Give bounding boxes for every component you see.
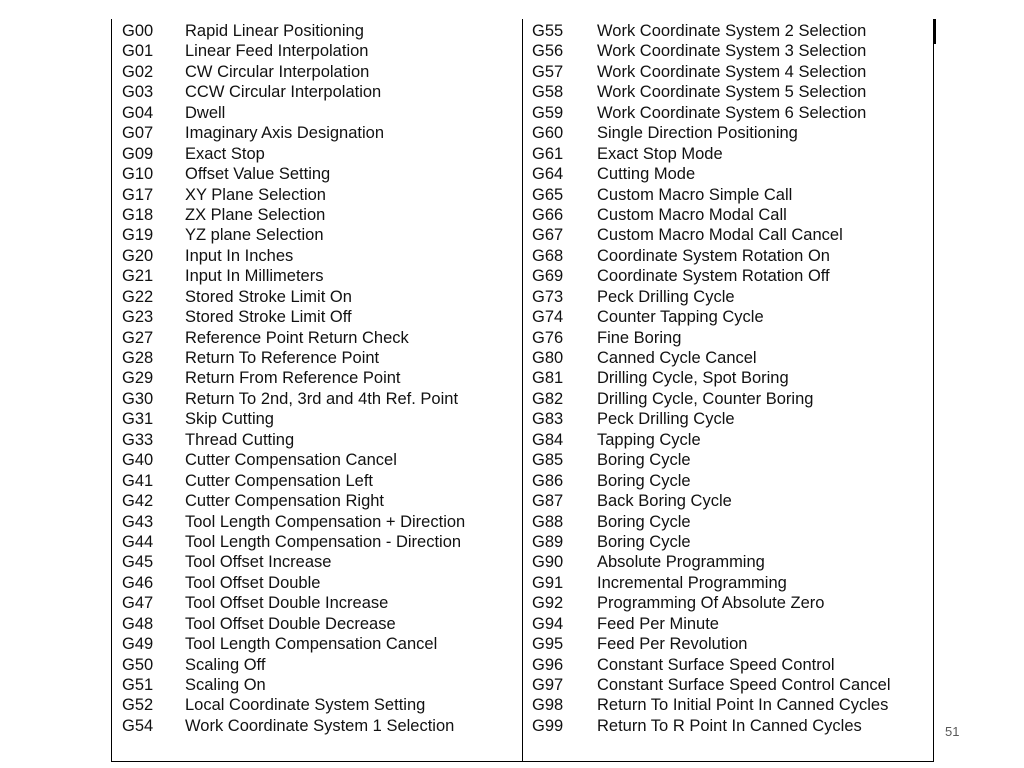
gcode-description: Skip Cutting [185, 410, 274, 429]
table-row [122, 471, 517, 491]
table-row [122, 532, 517, 552]
table-row [532, 287, 932, 307]
table-row [122, 573, 517, 593]
gcode-description: Exact Stop [185, 144, 265, 163]
gcode: G67 [532, 226, 564, 245]
left-column [122, 21, 517, 736]
gcode-description: Work Coordinate System 5 Selection [597, 83, 867, 102]
gcode-description: Stored Stroke Limit Off [185, 308, 352, 327]
table-row [122, 491, 517, 511]
gcode: G27 [122, 328, 154, 347]
gcode: G84 [532, 430, 564, 449]
gcode: G45 [122, 553, 154, 572]
gcode: G42 [122, 492, 154, 511]
table-row [532, 62, 932, 82]
gcode-description: Linear Feed Interpolation [185, 42, 369, 61]
gcode: G94 [532, 614, 564, 633]
gcode: G23 [122, 308, 154, 327]
gcode: G91 [532, 573, 564, 592]
gcode-description: Drilling Cycle, Counter Boring [597, 389, 814, 408]
table-row [122, 512, 517, 532]
gcode: G56 [532, 42, 564, 61]
gcode-description: Work Coordinate System 1 Selection [185, 716, 455, 735]
table-row [122, 552, 517, 572]
table-row [532, 450, 932, 470]
gcode: G01 [122, 42, 154, 61]
gcode-description: Tool Offset Double [185, 573, 321, 592]
table-row [122, 164, 517, 184]
gcode-description: Tool Offset Double Increase [185, 594, 389, 613]
gcode: G10 [122, 165, 154, 184]
table-row [532, 532, 932, 552]
gcode-description: Rapid Linear Positioning [185, 22, 364, 40]
table-row [532, 409, 932, 429]
gcode-description: Tool Offset Double Decrease [185, 614, 396, 633]
gcode-description: Boring Cycle [597, 512, 691, 531]
gcode: G99 [532, 716, 564, 735]
gcode: G89 [532, 532, 564, 551]
table-row [122, 144, 517, 164]
gcode: G29 [122, 369, 154, 388]
gcode-description: Thread Cutting [185, 430, 295, 449]
table-row [532, 185, 932, 205]
gcode-description: Scaling Off [185, 655, 266, 674]
gcode: G00 [122, 22, 154, 40]
gcode: G49 [122, 635, 154, 654]
gcode-description: Peck Drilling Cycle [597, 410, 735, 429]
table-row [122, 82, 517, 102]
gcode: G82 [532, 389, 564, 408]
gcode-description: Boring Cycle [597, 471, 691, 490]
gcode-description: Incremental Programming [597, 573, 787, 592]
gcode: G65 [532, 185, 564, 204]
table-row [122, 225, 517, 245]
gcode-description: Programming Of Absolute Zero [597, 594, 825, 613]
border-tick [934, 19, 936, 44]
gcode-description: Imaginary Axis Designation [185, 124, 385, 143]
table-row [122, 307, 517, 327]
gcode-description: Peck Drilling Cycle [597, 287, 735, 306]
table-row [532, 205, 932, 225]
table-row [122, 716, 517, 736]
table-row [122, 655, 517, 675]
gcode: G96 [532, 655, 564, 674]
gcode-description: Work Coordinate System 6 Selection [597, 103, 867, 122]
gcode: G83 [532, 410, 564, 429]
table-row [122, 634, 517, 654]
gcode: G64 [532, 165, 564, 184]
gcode-description: Dwell [185, 103, 226, 122]
gcode-description: Tool Offset Increase [185, 553, 332, 572]
gcode: G40 [122, 451, 154, 470]
gcode-description: Absolute Programming [597, 553, 765, 572]
table-row [532, 103, 932, 123]
gcode-description: Return To Initial Point In Canned Cycles [597, 696, 889, 715]
table-row [122, 389, 517, 409]
table-row [532, 389, 932, 409]
gcode: G51 [122, 676, 154, 694]
gcode: G98 [532, 696, 564, 715]
gcode-description: Reference Point Return Check [185, 328, 409, 347]
table-row [122, 695, 517, 715]
gcode: G02 [122, 62, 154, 81]
table-row [532, 593, 932, 613]
gcode: G55 [532, 22, 564, 40]
table-row [122, 246, 517, 266]
table-row [122, 103, 517, 123]
table-row [532, 655, 932, 675]
gcode: G46 [122, 573, 154, 592]
page-number: 51 [945, 724, 960, 739]
gcode-description: Canned Cycle Cancel [597, 349, 757, 367]
gcode: G60 [532, 124, 564, 143]
gcode-description: Custom Macro Simple Call [597, 185, 793, 204]
gcode: G73 [532, 287, 564, 306]
right-column [532, 21, 932, 736]
gcode-description: Tool Length Compensation - Direction [185, 532, 462, 551]
gcode-description: Boring Cycle [597, 532, 691, 551]
table-row [532, 552, 932, 572]
gcode-description: Return To 2nd, 3rd and 4th Ref. Point [185, 389, 459, 408]
gcode: G95 [532, 635, 564, 654]
table-row [532, 512, 932, 532]
gcode: G19 [122, 226, 154, 245]
gcode-description: Cutter Compensation Left [185, 471, 374, 490]
gcode: G17 [122, 185, 154, 204]
table-row [532, 225, 932, 245]
table-row [532, 716, 932, 736]
gcode-description: Offset Value Setting [185, 165, 331, 184]
table-row [532, 368, 932, 388]
gcode: G50 [122, 655, 154, 674]
gcode: G59 [532, 103, 564, 122]
gcode-description: Input In Inches [185, 246, 294, 265]
table-row [122, 205, 517, 225]
gcode: G22 [122, 287, 154, 306]
table-row [122, 348, 517, 368]
gcode: G18 [122, 205, 154, 224]
gcode-description: Feed Per Minute [597, 614, 719, 633]
gcode: G80 [532, 349, 564, 367]
table-row [532, 491, 932, 511]
gcode: G66 [532, 205, 564, 224]
gcode: G90 [532, 553, 564, 572]
gcode-description: Constant Surface Speed Control [597, 655, 835, 674]
table-row [122, 368, 517, 388]
gcode-description: Single Direction Positioning [597, 124, 798, 143]
gcode-description: Local Coordinate System Setting [185, 696, 426, 715]
gcode: G76 [532, 328, 564, 347]
gcode-description: Boring Cycle [597, 451, 691, 470]
table-row [532, 348, 932, 368]
gcode-description: Tool Length Compensation + Direction [185, 512, 466, 531]
gcode: G04 [122, 103, 154, 122]
table-row [532, 614, 932, 634]
gcode: G92 [532, 594, 564, 613]
gcode-description: Back Boring Cycle [597, 492, 732, 511]
table-row [122, 328, 517, 348]
table-row [122, 185, 517, 205]
gcode: G69 [532, 267, 564, 286]
gcode-description: Cutter Compensation Right [185, 492, 385, 511]
table-row [122, 409, 517, 429]
gcode-description: CCW Circular Interpolation [185, 83, 382, 102]
table-row [532, 144, 932, 164]
gcode-description: Return To Reference Point [185, 349, 380, 367]
gcode: G97 [532, 676, 564, 694]
gcode-description: CW Circular Interpolation [185, 62, 370, 81]
gcode: G52 [122, 696, 154, 715]
table-row [122, 593, 517, 613]
table-row [532, 573, 932, 593]
gcode-description: Return To R Point In Canned Cycles [597, 716, 862, 735]
gcode-description: Tapping Cycle [597, 430, 701, 449]
gcode: G31 [122, 410, 154, 429]
table-row [532, 675, 932, 695]
gcode: G33 [122, 430, 154, 449]
table-row [532, 328, 932, 348]
gcode: G03 [122, 83, 154, 102]
table-row [532, 123, 932, 143]
gcode-table [111, 19, 934, 762]
gcode: G57 [532, 62, 564, 81]
gcode-description: Exact Stop Mode [597, 144, 723, 163]
gcode-description: Tool Length Compensation Cancel [185, 635, 438, 654]
gcode-description: Custom Macro Modal Call [597, 205, 787, 224]
table-row [122, 21, 517, 41]
table-row [532, 41, 932, 61]
gcode-description: Coordinate System Rotation Off [597, 267, 830, 286]
gcode-description: Drilling Cycle, Spot Boring [597, 369, 789, 388]
table-row [532, 246, 932, 266]
gcode: G81 [532, 369, 564, 388]
gcode: G68 [532, 246, 564, 265]
gcode-description: Cutting Mode [597, 165, 696, 184]
gcode-description: XY Plane Selection [185, 185, 326, 204]
table-row [532, 82, 932, 102]
gcode-description: Coordinate System Rotation On [597, 246, 830, 265]
gcode-description: Stored Stroke Limit On [185, 287, 352, 306]
table-row [122, 287, 517, 307]
gcode: G61 [532, 144, 564, 163]
table-row [532, 634, 932, 654]
table-row [532, 21, 932, 41]
gcode: G47 [122, 594, 154, 613]
gcode: G30 [122, 389, 154, 408]
gcode-description: Input In Millimeters [185, 267, 324, 286]
gcode-description: Scaling On [185, 676, 266, 694]
gcode: G20 [122, 246, 154, 265]
gcode-description: ZX Plane Selection [185, 205, 326, 224]
gcode: G28 [122, 349, 154, 367]
table-row [122, 675, 517, 695]
gcode: G87 [532, 492, 564, 511]
gcode-description: Fine Boring [597, 328, 682, 347]
column-divider [522, 19, 523, 761]
gcode: G09 [122, 144, 154, 163]
table-row [122, 266, 517, 286]
gcode-description: Custom Macro Modal Call Cancel [597, 226, 843, 245]
gcode-description: Feed Per Revolution [597, 635, 748, 654]
table-row [532, 430, 932, 450]
gcode: G85 [532, 451, 564, 470]
table-row [532, 695, 932, 715]
gcode: G44 [122, 532, 154, 551]
table-row [532, 307, 932, 327]
gcode-description: Work Coordinate System 2 Selection [597, 22, 867, 40]
gcode-description: Constant Surface Speed Control Cancel [597, 676, 891, 694]
gcode: G54 [122, 716, 154, 735]
gcode-description: Return From Reference Point [185, 369, 401, 388]
table-row [122, 62, 517, 82]
table-row [122, 41, 517, 61]
gcode: G86 [532, 471, 564, 490]
table-row [122, 450, 517, 470]
gcode-description: YZ plane Selection [185, 226, 324, 245]
gcode: G21 [122, 267, 154, 286]
table-row [532, 164, 932, 184]
gcode: G07 [122, 124, 154, 143]
gcode-description: Work Coordinate System 3 Selection [597, 42, 867, 61]
gcode: G58 [532, 83, 564, 102]
table-row [122, 614, 517, 634]
gcode-description: Cutter Compensation Cancel [185, 451, 397, 470]
gcode: G43 [122, 512, 154, 531]
gcode: G88 [532, 512, 564, 531]
table-row [122, 123, 517, 143]
gcode: G48 [122, 614, 154, 633]
gcode: G41 [122, 471, 154, 490]
table-row [532, 266, 932, 286]
table-row [532, 471, 932, 491]
gcode-description: Work Coordinate System 4 Selection [597, 62, 867, 81]
gcode: G74 [532, 308, 564, 327]
gcode-description: Counter Tapping Cycle [597, 308, 764, 327]
table-row [122, 430, 517, 450]
